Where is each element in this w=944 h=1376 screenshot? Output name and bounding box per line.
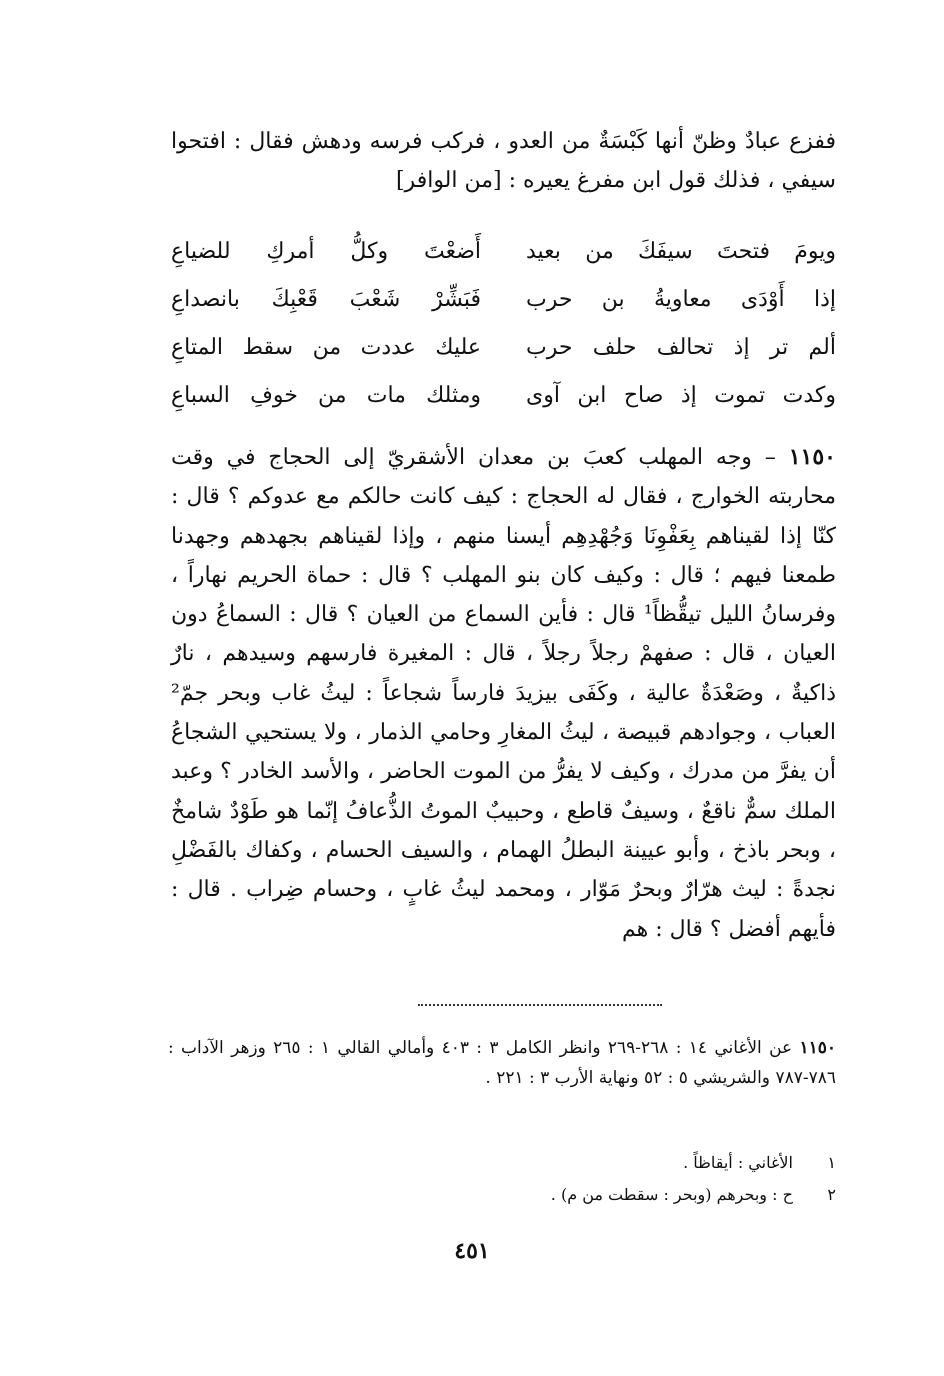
footnote-marker: ٢ [827,1185,836,1204]
intro-paragraph [171,122,836,200]
verse-line [171,228,836,276]
verse-second-hemistich: أَضعْتَ وكلُّ أمركِ للضياعِ [171,239,481,264]
poem [171,228,836,420]
verse-line [171,324,836,372]
meter-label: [من الوافر] [395,168,502,193]
verse-line [171,276,836,324]
entry-dash: – [764,445,776,470]
verse-first-hemistich: ألم تر إذ تحالف حلف حرب [526,335,836,360]
entry-number: ١١٥٠ [788,444,836,470]
verse-first-hemistich: ويومَ فتحتَ سيفَكَ من بعيد [526,239,836,264]
verse-line [171,372,836,420]
source-note [168,1033,836,1093]
intro-text: ففزع عبادٌ وظنّ أنها كَبْسَةٌ من العدو ، فركب فرسه ودهش فقال : افتحوا سيفي ، فذلك قول ابن مفرغ يعيره : [171,129,836,193]
verse-first-hemistich: إذا أَوْدَى معاويةُ بن حرب [526,287,836,312]
footnote [336,1182,836,1208]
footnote-text: الأغاني : أيقاظاً . [683,1153,793,1172]
verse-second-hemistich: فَبَشِّرْ شَعْبَ قَعْبِكَ بانصداعِ [171,287,481,312]
entry-text: وجه المهلب كعبَ بن معدان الأشقريّ إلى الحجاج في وقت محاربته الخوارج ، فقال له الحجاج : كيف كانت حالكم مع عدوكم ؟ قال : كنّا إذا لقيناهم بِعَفْوِنَا وَجُهْدِهِم أيسنا منهم ، وإذا لقيناهم بجهدهم وجهدنا طمعنا فيهم ؛ قال : وكيف كان بنو المهلب ؟ قال : حماة الحريم نهاراً ، وفرسانُ الليل تيقُّظاً¹ قال : فأين السماع من العيان ؟ قال : السماعُ دون العيان ، قال : صفهمْ رجلاً رجلاً ، قال : المغيرة فارسهم وسيدهم ، نارٌ ذاكيةٌ ، وصَعْدَةٌ عالية ، وكَفَى بيزيدَ فارساً شجاعاً : ليثُ غاب وبحر جمّ² العباب ، وجوادهم قبيصة ، ليثُ المغارِ وحامي الذمار ، ولا يستحيي الشجاعُ أن يفرَّ من مدرك ، وكيف لا يفرُّ من الموت الحاضر ، والأسد الخادر ؟ وعبد الملك سمٌّ ناقعٌ ، وسيفٌ قاطع ، وحبيبٌ الموتُ الذُّعافُ إنّما هو طَوْدٌ شامخٌ ، وبحر باذخ ، وأبو عيينة البطلُ الهمام ، والسيف الحسام ، وكفاك بالفَضْلِ نجدةً : ليث هرّارٌ وبحرٌ مَوّار ، ومحمد ليثُ غابٍ ، وحسام ضِراب . قال : فأيهم أفضل ؟ قال : هم [171,445,836,942]
verse-first-hemistich: وكدت تموت إذ صاح ابن آوى [526,383,836,408]
footnote-marker: ١ [827,1153,836,1172]
entry-paragraph [171,438,836,949]
verse-second-hemistich: عليك عددت من سقط المتاعِ [171,335,481,360]
source-note-text: عن الأغاني ١٤ : ٢٦٨-٢٦٩ وانظر الكامل ٣ : ٤٠٣ وأمالي القالي ١ : ٢٦٥ وزهر الآداب : ٧٨٦-٧٨٧ والشريشي ٥ : ٥٢ ونهاية الأرب ٣ : ٢٢١ . [168,1038,836,1088]
verse-second-hemistich: ومثلك مات من خوفِ السباعِ [171,383,481,408]
footnote-text: ح : وبحرهم (وبحر : سقطت من م) . [550,1185,793,1204]
page-number: ٤٥١ [454,1238,490,1264]
footnote-separator [418,1004,662,1006]
footnote [336,1150,836,1176]
source-note-number: ١١٥٠ [799,1038,837,1058]
